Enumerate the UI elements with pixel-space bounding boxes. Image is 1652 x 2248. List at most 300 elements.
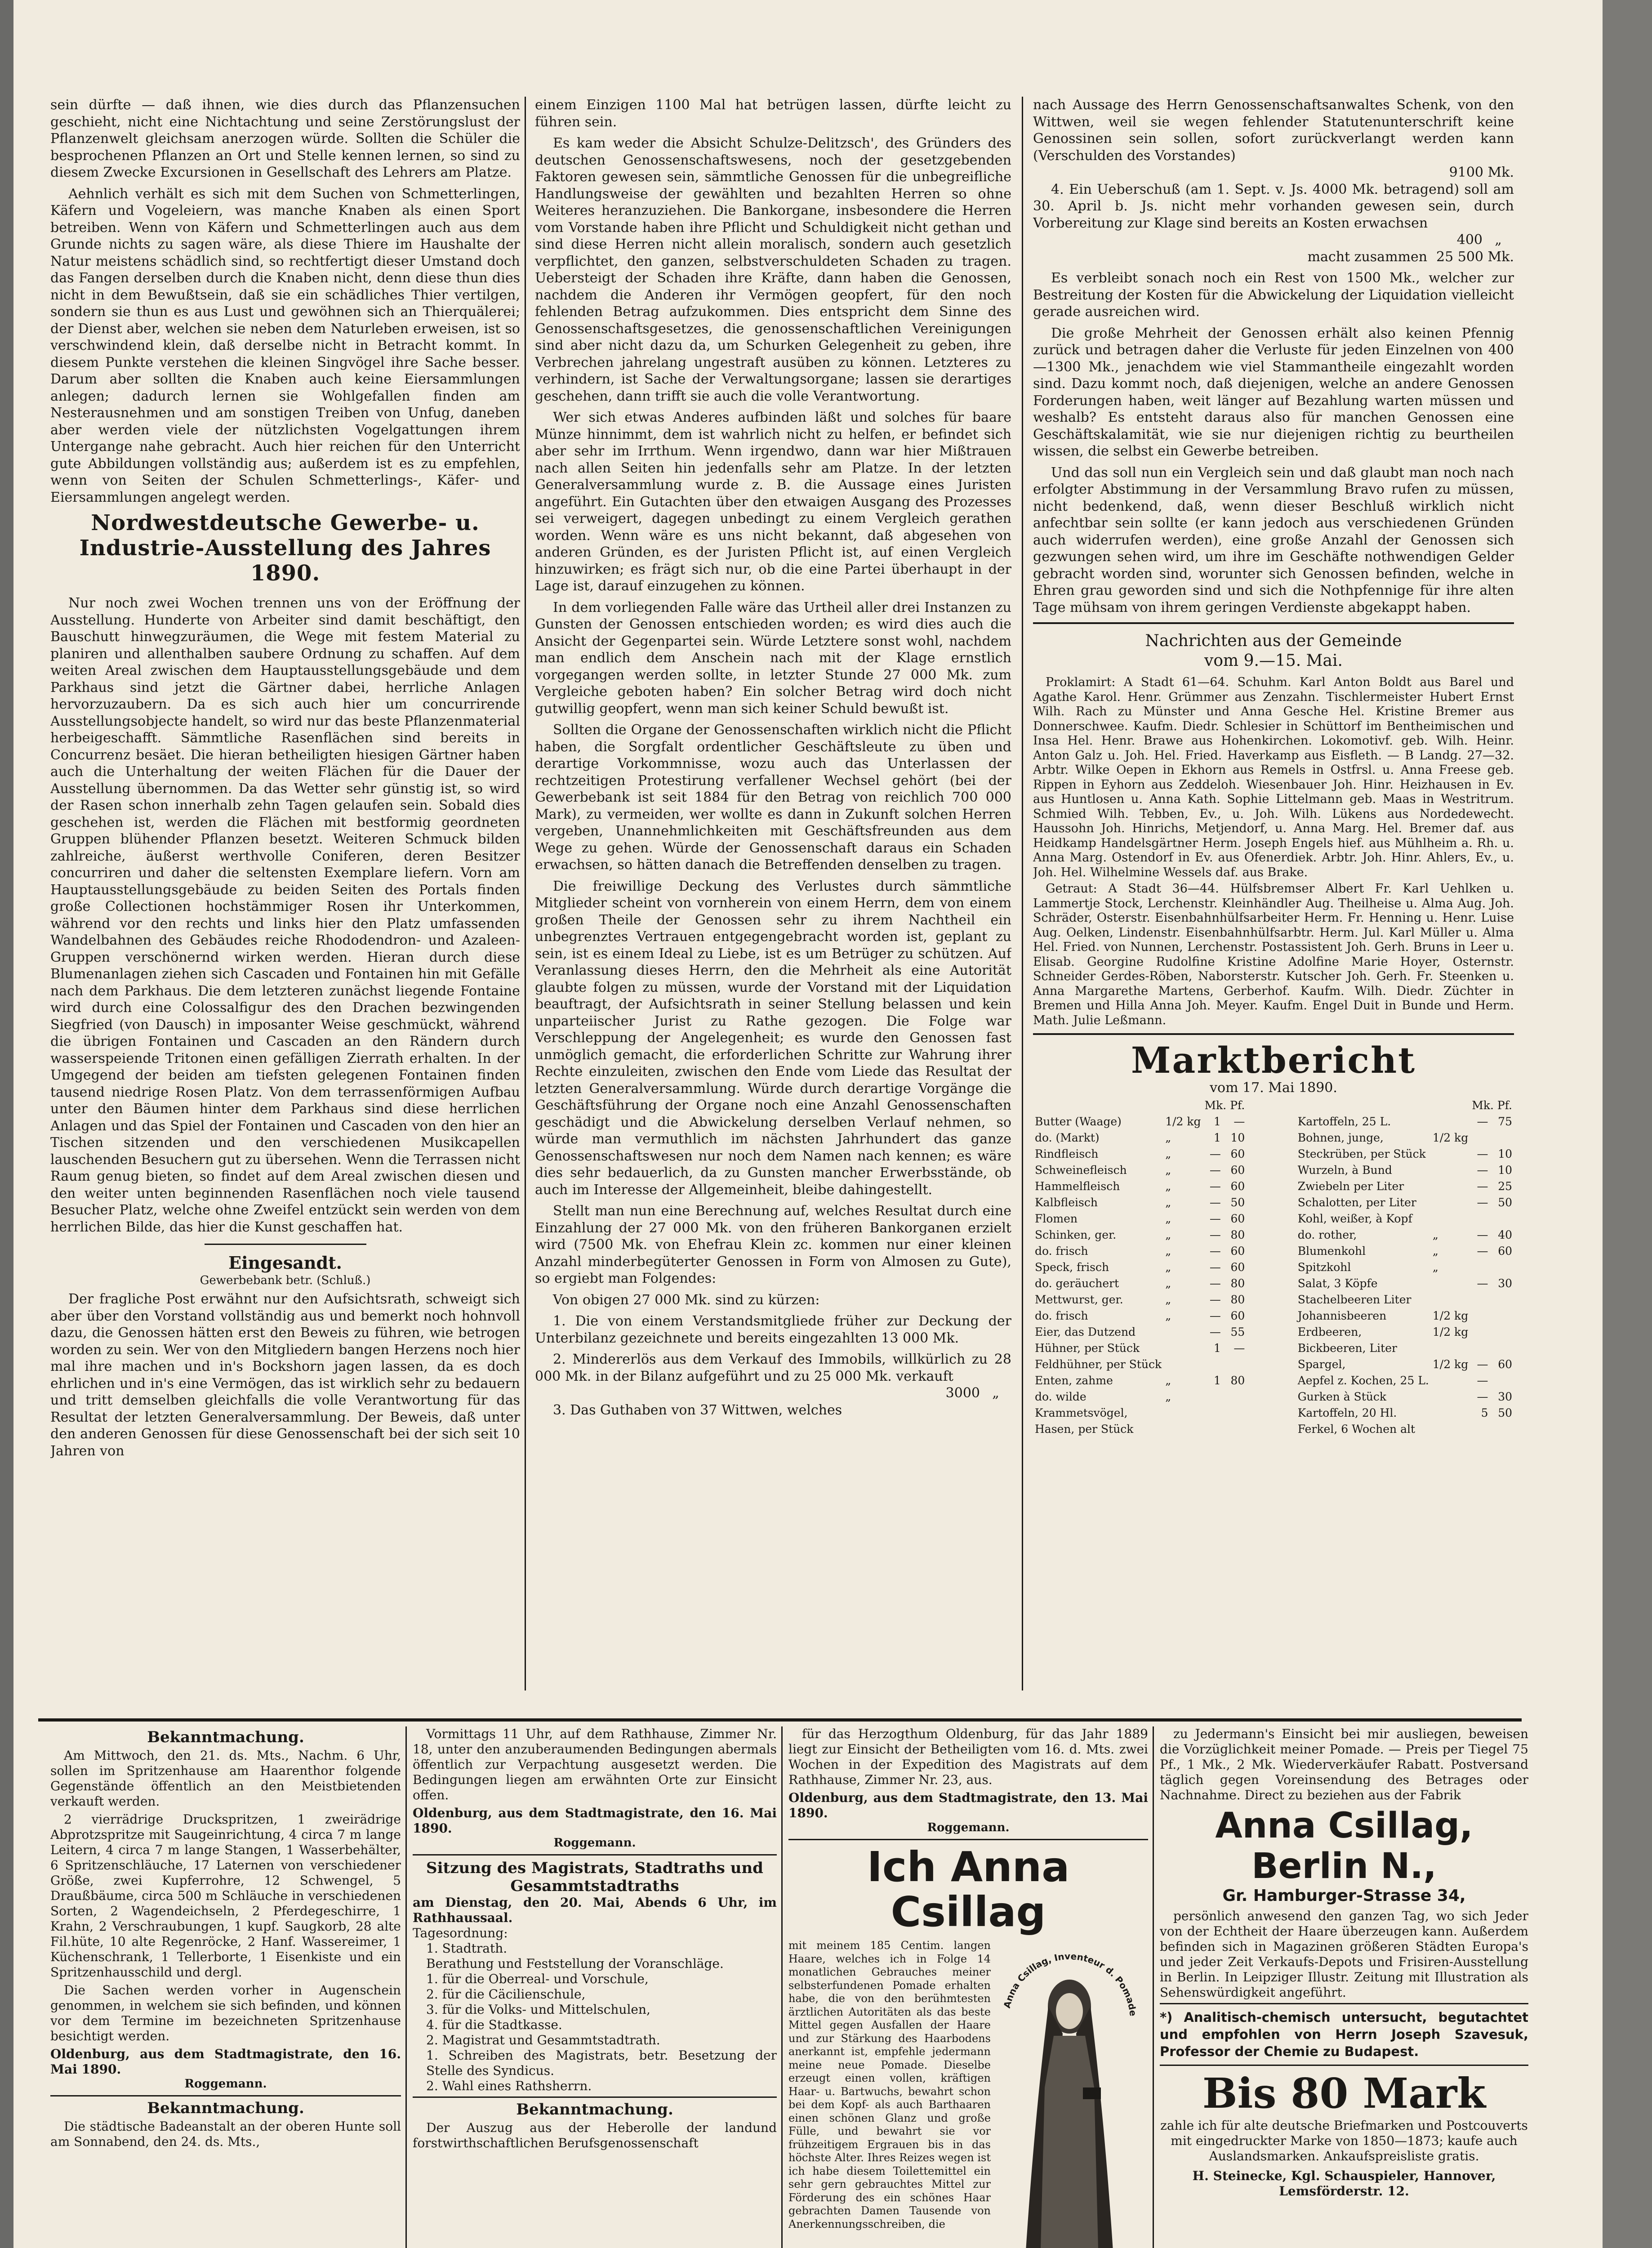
market-item: Kartoffeln, 20 Hl.	[1297, 1406, 1397, 1419]
market-row	[1033, 1130, 1247, 1146]
market-pfennig	[1490, 1259, 1514, 1276]
divider	[413, 1854, 777, 1855]
ad4-chemical-note: *) Analitisch-chemisch untersucht, begutachtet und empfohlen von Herrn Joseph Szavesuk, Professor der Chemie zu Budapest.	[1160, 2010, 1528, 2059]
ad2-title-2: Bekanntmachung.	[516, 2101, 673, 2119]
col3-paragraph-2: 4. Ein Ueberschuß (am 1. Sept. v. Js. 4000 Mk. betragend) soll am 30. April b. Js. nicht mehr vorhanden gewesen sein, durch Vorbereitung zur Klage sind bereits an Kosten erwachsen	[1033, 181, 1514, 231]
market-item: Blumenkohl	[1297, 1244, 1366, 1258]
market-unit: „	[1165, 1390, 1171, 1403]
market-item: Feldhühner, per Stück	[1035, 1358, 1162, 1371]
agenda-item: 1. für die Oberreal- und Vorschule,	[426, 1971, 649, 1986]
market-unit: „	[1165, 1212, 1171, 1225]
ad4-body-2	[1160, 1909, 1528, 2000]
market-pfennig: 50	[1498, 1196, 1512, 1209]
market-row	[1033, 1195, 1247, 1211]
agenda-item: 1. Stadtrath.	[426, 1941, 508, 1956]
ad1-body-2	[50, 2119, 401, 2150]
ad1-place: Oldenburg, aus dem Stadtmagistrate, den 16. Mai 1890.	[50, 2047, 401, 2077]
market-row	[1033, 1259, 1247, 1276]
market-pfennig	[1490, 1211, 1514, 1227]
briefmarken-text: zahle ich für alte deutsche Briefmarken und Postcouverts mit eingedruckter Marke von 1850—1873; kaufe auch Auslandsmarken. Ankaufspreisliste gratis.	[1160, 2118, 1528, 2163]
market-unit: 1/2 kg	[1165, 1115, 1201, 1128]
market-row	[1296, 1340, 1514, 1356]
market-pfennig	[1223, 1405, 1247, 1421]
market-row	[1033, 1178, 1247, 1195]
market-pfennig	[1490, 1373, 1514, 1389]
col3-paragraph-4: Die große Mehrheit der Genossen erhält also keinen Pfennig zurück und betragen daher die Verluste für jeden Einzelnen von 400—1300 Mk., jenachdem wie viel Stammantheile eingezahlt worden sind. Dazu kommt noch, daß diejenigen, welche an andere Genossen Forderungen haben, weit länger auf Bezahlung warten müssen und weshalb? Es entsteht daraus also für manchen Genossen eine Geschäftskalamität, wie sie nur diejenigen richtig zu beurtheilen wissen, die selbst ein Gewerbe betreiben.	[1033, 325, 1514, 459]
ad3-place: Oldenburg, aus dem Stadtmagistrate, den 13. Mai 1890.	[788, 1790, 1148, 1820]
market-mark: 5	[1481, 1406, 1488, 1419]
col2-item-2-amount-row	[535, 1385, 1011, 1402]
col2-paragraph-7: Stellt man nun eine Berechnung auf, welches Resultat durch eine Einzahlung der 27 000 Mk. von den früheren Bankorganen erzielt wird (7500 Mk. von Ehefrau Klein zc. kommen nur einer kleinen Anzahl minderbegüterter Genossen in Form von Almosen zu Gute), so ergiebt man Folgendes:	[535, 1203, 1011, 1286]
market-unit	[1431, 1211, 1470, 1227]
market-row	[1296, 1195, 1514, 1211]
col2-paragraph-5: Sollten die Organe der Genossenschaften wirklich nicht die Pflicht haben, die Sorgfalt ordentlicher Geschäftsleute zu üben und derartige Vorkommnisse, wozu auch das Unterlassen der rechtzeitigen Protestirung verfallener Wechsel gehört (bei der Gewerbebank ist seit 1884 für den Betrag von reichlich 700 000 Mark), zu vermeiden, wer wollte es dann in Zukunft solchen Herren vergeben, Unannehmlichkeiten mit Geschäftsfreunden aus dem Wege zu gehen. Würde der Genossenschaft daraus ein Schaden erwachsen, so hätten danach die Betreffenden denselben zu tragen.	[535, 722, 1011, 873]
market-item: Spargel,	[1297, 1358, 1346, 1371]
market-item: Enten, zahme	[1035, 1374, 1113, 1387]
csillag-advert	[788, 1935, 1148, 2248]
market-unit: „	[1165, 1180, 1171, 1193]
market-pfennig: 55	[1230, 1325, 1245, 1338]
market-pfennig: 10	[1498, 1147, 1512, 1160]
market-col-header: Mk. Pf.	[1472, 1099, 1512, 1112]
market-row	[1296, 1259, 1514, 1276]
column-2	[535, 97, 1011, 1690]
page-edge-shadow	[1603, 0, 1652, 2248]
csillag-portrait-illustration	[995, 1939, 1144, 2248]
market-mark: —	[1209, 1180, 1221, 1193]
divider	[205, 1244, 366, 1245]
ad3-text: für das Herzogthum Oldenburg, für das Jahr 1889 liegt zur Einsicht der Betheiligten vom 16. d. Mts. zwei Wochen in der Expedition des Magistrats auf dem Rathhause, Zimmer Nr. 23, aus.	[788, 1726, 1148, 1787]
csillag-firm: Anna Csillag, Berlin N.,	[1215, 1806, 1473, 1887]
market-unit	[1163, 1421, 1202, 1437]
market-mark: 1	[1213, 1115, 1221, 1128]
market-row	[1296, 1130, 1514, 1146]
col2-paragraph-4: In dem vorliegenden Falle wäre das Urtheil aller drei Instanzen zu Gunsten der Genossen entschieden worden; es wird dies auch die Ansicht der Gegenpartei sein. Würde Letztere sonst wohl, nachdem man endlich dem Anschein nach mit der Klage ernstlich vorgegangen werden sollte, in letzter Stunde 27 000 Mk. zum Vergleiche geboten haben? Ein solcher Betrag wird doch nicht gutwillig geopfert, wenn man sich keiner Schuld bewußt ist.	[535, 599, 1011, 717]
market-unit: „	[1165, 1164, 1171, 1177]
market-pfennig: 60	[1230, 1261, 1245, 1274]
market-item: do. (Markt)	[1035, 1131, 1100, 1144]
market-unit: „	[1165, 1244, 1171, 1258]
column-rule	[525, 97, 526, 1690]
market-row	[1033, 1340, 1247, 1356]
market-item: do. geräuchert	[1035, 1277, 1119, 1290]
market-mark: —	[1209, 1196, 1221, 1209]
ad4-top: zu Jedermann's Einsicht bei mir ausliegen, beweisen die Vorzüglichkeit meiner Pomade. — Preis per Tiegel 75 Pf., 1 Mk., 2 Mk. Wiederverkäufer Rabatt. Postversand täglich gegen Voreinsendung des Betrages oder Nachnahme. Direct zu beziehen aus der Fabrik	[1160, 1726, 1528, 1802]
market-mark: —	[1209, 1293, 1221, 1306]
nw-exhibition-heading: Nordwestdeutsche Gewerbe- u. Industrie-Ausstellung des Jahres 1890.	[79, 510, 491, 586]
ad1-body	[50, 1748, 401, 2044]
column-1	[50, 97, 520, 1614]
advert-column-1	[50, 1726, 401, 2248]
market-mark: —	[1209, 1325, 1221, 1338]
market-row	[1296, 1405, 1514, 1421]
col2-paragraph-1: einem Einzigen 1100 Mal hat betrügen lassen, dürfte leicht zu führen sein.	[535, 97, 1011, 130]
market-pfennig: 60	[1230, 1244, 1245, 1258]
col3-paragraph-3: Es verbleibt sonach noch ein Rest von 1500 Mk., welcher zur Bestreitung der Kosten für die Abwickelung der Liquidation vielleicht gerade ausreichen wird.	[1033, 270, 1514, 320]
market-mark: —	[1209, 1277, 1221, 1290]
market-unit	[1163, 1405, 1202, 1421]
col2-item-2: 2. Mindererlös aus dem Verkauf des Immobils, willkürlich zu 28 000 Mk. in der Bilanz aufgeführt und zu 25 000 Mk. verkauft	[535, 1351, 1011, 1384]
briefmarken-signature: H. Steinecke, Kgl. Schauspieler, Hannover, Lemsförderstr. 12.	[1192, 2168, 1496, 2199]
market-item: Mettwurst, ger.	[1035, 1293, 1123, 1306]
market-unit	[1431, 1178, 1470, 1195]
market-row	[1296, 1243, 1514, 1259]
market-mark	[1470, 1421, 1490, 1437]
market-unit	[1431, 1292, 1470, 1308]
market-pfennig: 60	[1230, 1147, 1245, 1160]
column-rule	[781, 1726, 783, 2248]
column-rule	[1153, 1726, 1154, 2248]
market-item: Krammetsvögel,	[1035, 1406, 1128, 1419]
eingesandt-heading: Eingesandt.	[228, 1253, 342, 1273]
market-item: Bickbeeren, Liter	[1297, 1342, 1397, 1355]
market-mark	[1470, 1324, 1490, 1340]
market-pfennig	[1223, 1421, 1247, 1437]
market-item: Butter (Waage)	[1035, 1115, 1122, 1128]
market-mark	[1203, 1356, 1223, 1373]
market-row	[1033, 1276, 1247, 1292]
market-item: do. rother,	[1297, 1228, 1357, 1241]
market-row	[1033, 1405, 1247, 1421]
market-row	[1033, 1227, 1247, 1243]
market-unit	[1163, 1324, 1202, 1340]
csillag-body: mit meinem 185 Centim. langen Haare, welches ich in Folge 14 monatlichen Gebrauches meiner selbsterfundenen Pomade erhalten habe, die von den berühmtesten ärztlichen Autoritäten als das beste Mittel gegen Ausfallen der Haare und zur Stärkung des Haarbodens anerkannt ist, empfehle jedermann meine neue Pomade. Dieselbe erzeugt einen vollen, kräftigen Haar- u. Bartwuchs, bewahrt schon bei dem Kopf- als auch Barthaaren einen schönen Glanz und große Fülle, und bewahrt sie vor frühzeitigem Ergrauen bis in das höchste Alter. Ihres Reizes wegen ist ich habe diesem Toilettemittel ein sehr gern gebrauchtes Mittel zur Förderung des ein schönes Haar gebrachten Damen Tausende von Anerkennungsschreiben, die	[788, 1939, 991, 2230]
ad2-place: Oldenburg, aus dem Stadtmagistrate, den 16. Mai 1890.	[413, 1806, 777, 1836]
market-pfennig: 30	[1498, 1277, 1512, 1290]
market-mark	[1203, 1421, 1223, 1437]
eingesandt-subheading: Gewerbebank betr. (Schluß.)	[200, 1274, 371, 1287]
market-unit: „	[1432, 1228, 1438, 1241]
market-item: Kartoffeln, 25 L.	[1297, 1115, 1391, 1128]
col2-item-2-amount: 3000	[945, 1385, 980, 1401]
market-mark: —	[1477, 1180, 1488, 1193]
gemeinde-date: vom 9.—15. Mai.	[1204, 651, 1343, 670]
market-item: Flomen	[1035, 1212, 1078, 1225]
market-row	[1296, 1421, 1514, 1437]
col2-paragraph-3: Wer sich etwas Anderes aufbinden läßt und solches für baare Münze hinnimmt, dem ist wahrlich nicht zu helfen, er befindet sich aber sehr im Irrthum. Wenn irgendwo, dann war hier Mißtrauen nach allen Seiten hin jedenfalls sehr am Platze. In der letzten Generalversammlung wurde z. B. die Aussage eines Juristen angeführt. Ein Gutachten über den etwaigen Ausgang des Prozesses sei verweigert, dagegen unbedingt zu einem Vergleich gerathen worden. Wenn wäre es uns nicht bekannt, daß abgesehen von anderen Gründen, es der Juristen Pflicht ist, auf einen Vergleich hinzuwirken; es frägt sich nur, ob die eine Partei überhaupt in der Lage ist, darauf einzugehen zu können.	[535, 410, 1011, 594]
market-unit: „	[1432, 1244, 1438, 1258]
ad1-title-2: Bekanntmachung.	[147, 2099, 304, 2117]
market-item: Bohnen, junge,	[1297, 1131, 1384, 1144]
ad1-signature: Roggemann.	[184, 2077, 267, 2091]
market-unit: „	[1432, 1261, 1438, 1274]
col2-paragraph-8: Von obigen 27 000 Mk. sind zu kürzen:	[553, 1292, 820, 1308]
market-row	[1296, 1276, 1514, 1292]
market-mark: 1	[1213, 1342, 1221, 1355]
market-row	[1033, 1324, 1247, 1340]
market-mark: —	[1209, 1228, 1221, 1241]
market-mark	[1470, 1130, 1490, 1146]
csillag-headline: Ich Anna Csillag	[867, 1843, 1070, 1936]
col3-amount-2: 400	[1456, 232, 1483, 248]
ad4-text: persönlich anwesend den ganzen Tag, wo sich Jeder von der Echtheit der Haare überzeugen kann. Außerdem befinden sich in Magazinen größeren Städten Europa's und jeder Zeit Verkaufs-Depots und Frisiren-Ausstellung in Berlin. In Leipziger Illustr. Zeitung mit Illustration als Sehenswürdigkeit angeführt.	[1160, 1909, 1528, 2000]
sitzung-title: Sitzung des Magistrats, Stadtraths und Gesammtstadtraths	[426, 1859, 763, 1895]
divider	[788, 1839, 1148, 1840]
market-unit: „	[1165, 1277, 1171, 1290]
market-row	[1033, 1389, 1247, 1405]
gemeinde-proklamirt: Proklamirt: A Stadt 61—64. Schuhm. Karl Anton Boldt aus Barel und Agathe Karol. Henr. Grümmer aus Zenzahn. Tischlermeister Hubert Ernst Wilh. Rach zu Münster und Anna Gesche Hel. Kristine Bremer aus Donnerschwee. Kaufm. Diedr. Schlesier in Schüttorf im Bentheimischen und Insa Hel. Henr. Brawe aus Hohenkirchen. Lokomotivf. geb. Wilh. Heinr. Anton Galz u. Joh. Hel. Fried. Haverkamp aus Eisfleth. — B Landg. 27—32. Arbtr. Wilke Oepen in Ekhorn aus Remels in Ostfrsl. u. Anna Freese geb. Rippen in Eyhorn aus Zeddeloh. Wiesenbauer Joh. Hinr. Heizhausen in Ev. aus Huntlosen u. Anna Kath. Sophie Littelmann geb. Maas in Westritrum. Schmied Wilh. Tebben, Ev., u. Joh. Wilh. Lükens aus Nordedewecht. Haussohn Joh. Hinrichs, Metjendorf, u. Anna Marg. Hel. Bremer daf. aus Heidkamp Handelsgärtner Herm. Joseph Engels hief. aus Mühlheim a. Rh. u. Anna Marg. Ostendorf in Ev. aus Ofenerdiek. Arbtr. Joh. Hinr. Ahlers, Ev., u. Joh. Hel. Wilhelmine Wessels daf. aus Brake.	[1033, 675, 1514, 879]
market-pfennig	[1490, 1324, 1514, 1340]
market-pfennig: 75	[1498, 1115, 1512, 1128]
market-pfennig: 30	[1498, 1390, 1512, 1403]
market-mark: 1	[1213, 1374, 1221, 1387]
market-pfennig: 50	[1498, 1406, 1512, 1419]
market-mark	[1203, 1405, 1223, 1421]
market-item: Rindfleisch	[1035, 1147, 1099, 1160]
market-item: Wurzeln, à Bund	[1297, 1164, 1392, 1177]
market-unit: 1/2 kg	[1432, 1131, 1469, 1144]
market-mark: —	[1477, 1358, 1488, 1371]
market-pfennig: 10	[1498, 1164, 1512, 1177]
col1-paragraph-3: Nur noch zwei Wochen trennen uns von der Eröffnung der Ausstellung. Hunderte von Arbeiter sind damit beschäftigt, den Bauschutt hinwegzuräumen, die Wege mit festem Material zu planiren und allenthalben saubere Ordnung zu schaffen. Auf dem weiten Areal zwischen dem Hauptausstellungsgebäude und dem Parkhaus sind jetzt die Gärtner dabei, herrliche Anlagen hervorzuzaubern. Da es sich auch hier um concurrirende Ausstellungsobjecte handelt, so wird nur das beste Pflanzenmaterial herbeigeschafft. Sämmtliche Rasenflächen sind bereits in Concurrenz besäet. Die hieran betheiligten hiesigen Gärtner haben auch die Unterhaltung der weiten Flächen für die Dauer der Ausstellung übernommen. Da das Wetter sehr günstig ist, so wird der Rasen schon innerhalb zehn Tagen gelaufen sein. Sobald dies geschehen ist, werden die Flächen mit bestformig geordneten Gruppen blühender Pflanzen besetzt. Weiteren Schmuck bilden zahlreiche, äußerst werthvolle Coniferen, deren Besitzer concurriren und daher die seltensten Exemplare liefern. Vorn am Hauptausstellungsgebäude zu beiden Seiten des Portals finden große Collectionen hochstämmiger Rosen ihr Unterkommen, während vor den rechts und links hier den Platz umfassenden Wandelbahnen des Gebäudes reiche Rhododendron- und Azaleen-Gruppen verschönernd wirken werden. Hieran durch diese Blumenanlagen ziehen sich Cascaden und Fontainen hin mit Gefälle nach dem Parkhaus. Die dem letzteren zunächst liegende Fontaine wird durch eine Colossalfigur des den Drachen bezwingenden Siegfried (von Dausch) in imposanter Weise geschmückt, während die übrigen Fontainen und Cascaden an den Rändern durch wasserspeiende Tritonen einen gefälligen Zierrath erhalten. In der Umgegend der beiden am tiefsten gelegenen Fontainen finden tausend niedrige Rosen Platz. Von dem terrassenförmigen Aufbau unter den Bäumen hinter dem Parkhaus sind diese herrlichen Anlagen und das Spiel der Fontainen und Cascaden von den hier an Tischen sitzenden und den verschiedenen Musikcapellen lauschenden Besuchern gut zu übersehen. Wenn die Terrassen nicht Raum genug bieten, so findet auf dem Areal zwischen diesen und den weiter unten beginnenden Rasenflächen noch viele tausend Besucher Platz, welche ohne Zweifel entzückt sein werden von dem herrlichen Bilde, das hier die Kunst geschaffen hat.	[50, 595, 520, 1235]
market-pfennig: 80	[1230, 1374, 1245, 1387]
divider	[1033, 1033, 1514, 1035]
market-unit	[1431, 1373, 1470, 1389]
divider	[1160, 2003, 1528, 2004]
market-item: Hammelfleisch	[1035, 1180, 1120, 1193]
agenda-item: 4. für die Stadtkasse.	[426, 2017, 562, 2032]
market-mark: —	[1477, 1374, 1488, 1387]
market-mark: —	[1209, 1309, 1221, 1322]
market-pfennig: —	[1233, 1342, 1245, 1355]
market-mark: —	[1209, 1244, 1221, 1258]
market-pfennig: 40	[1498, 1228, 1512, 1241]
market-unit	[1431, 1421, 1470, 1437]
market-item: do. frisch	[1035, 1244, 1088, 1258]
market-pfennig: 10	[1230, 1131, 1245, 1144]
market-item: Aepfel z. Kochen, 25 L.	[1297, 1374, 1429, 1387]
market-mark: —	[1477, 1115, 1488, 1128]
market-mark: —	[1477, 1164, 1488, 1177]
market-row	[1033, 1292, 1247, 1308]
market-unit: 1/2 kg	[1432, 1309, 1469, 1322]
marktbericht-date: vom 17. Mai 1890.	[1210, 1080, 1337, 1096]
market-unit	[1163, 1340, 1202, 1356]
market-item: Kalbfleisch	[1035, 1196, 1098, 1209]
market-unit	[1431, 1276, 1470, 1292]
market-unit: „	[1165, 1374, 1171, 1387]
market-mark	[1470, 1259, 1490, 1276]
market-pfennig: 80	[1230, 1293, 1245, 1306]
market-pfennig: 25	[1498, 1180, 1512, 1193]
col1-paragraph-1: sein dürfte — daß ihnen, wie dies durch das Pflanzensuchen geschieht, nicht eine Nichtachtung und seine Zerstörungslust der Pflanzenwelt gleichsam anerzogen würde. Sollten die Schüler die besprochenen Pflanzen an Ort und Stelle kennen lernen, so sind zu diesem Zwecke Excursionen in Gesellschaft des Lehrers am Platze.	[50, 97, 520, 180]
market-row	[1296, 1356, 1514, 1373]
market-unit	[1431, 1195, 1470, 1211]
market-unit: „	[1165, 1196, 1171, 1209]
market-unit	[1431, 1389, 1470, 1405]
market-row	[1033, 1146, 1247, 1162]
market-mark	[1470, 1340, 1490, 1356]
market-mark: —	[1209, 1261, 1221, 1274]
market-mark: —	[1477, 1147, 1488, 1160]
divider	[50, 2095, 401, 2096]
market-pfennig: 60	[1230, 1180, 1245, 1193]
market-mark: —	[1209, 1212, 1221, 1225]
market-pfennig: 60	[1230, 1164, 1245, 1177]
agenda-item: 1. Schreiben des Magistrats, betr. Besetzung der Stelle des Syndicus.	[426, 2048, 777, 2078]
market-unit: „	[1165, 1309, 1171, 1322]
portrait-arc-text: Anna Csillag, Inventeur d. Pomade	[1001, 1950, 1139, 2017]
market-row	[1033, 1211, 1247, 1227]
market-row	[1296, 1146, 1514, 1162]
market-row	[1296, 1373, 1514, 1389]
col3-amount-2-unit: „	[1495, 232, 1502, 248]
agenda-item: 2. Magistrat und Gesammtstadtrath.	[426, 2033, 660, 2047]
market-mark: —	[1477, 1244, 1488, 1258]
market-item: Erdbeeren,	[1297, 1325, 1362, 1338]
market-item: Hühner, per Stück	[1035, 1342, 1140, 1355]
market-item: Gurken à Stück	[1297, 1390, 1386, 1403]
market-row	[1296, 1227, 1514, 1243]
market-unit	[1163, 1356, 1202, 1373]
ad1-text: Am Mittwoch, den 21. ds. Mts., Nachm. 6 Uhr, sollen im Spritzenhause am Haarenthor folgende Gegenstände öffentlich an den Meistbietenden verkauft werden.	[50, 1748, 401, 1809]
market-pfennig: 50	[1230, 1196, 1245, 1209]
market-row	[1296, 1389, 1514, 1405]
market-pfennig: 60	[1230, 1309, 1245, 1322]
market-item: Kohl, weißer, à Kopf	[1297, 1212, 1412, 1225]
market-item: Eier, das Dutzend	[1035, 1325, 1136, 1338]
market-row	[1296, 1114, 1514, 1130]
market-mark: —	[1477, 1277, 1488, 1290]
market-pfennig	[1490, 1292, 1514, 1308]
market-mark	[1203, 1389, 1223, 1405]
marktbericht-heading: Marktbericht	[1131, 1039, 1416, 1081]
col2-item-1: 1. Die von einem Verstandsmitgliede früher zur Deckung der Unterbilanz gezeichnete und bereits eingezahlten 13 000 Mk.	[535, 1313, 1011, 1346]
ad2-body	[413, 1726, 777, 1803]
market-mark: —	[1209, 1164, 1221, 1177]
market-mark	[1470, 1211, 1490, 1227]
newspaper-page	[13, 0, 1603, 2248]
col3-amount-1: 9100 Mk.	[1449, 165, 1514, 180]
market-pfennig: 80	[1230, 1277, 1245, 1290]
market-pfennig: —	[1233, 1115, 1245, 1128]
ad1-text-2: Die städtische Badeanstalt an der oberen Hunte soll am Sonnabend, den 24. ds. Mts.,	[50, 2119, 401, 2149]
ad1-list: 2 vierrädrige Druckspritzen, 1 zweirädrige Abprotzspritze mit Saugeinrichtung, 4 circa 7 m lange Leitern, 4 circa 7 m lange Stangen, 1 Wasserbehälter, 6 Spritzenschläuche, 17 Laternen von verschiedener Größe, zwei Kupferrohre, 12 Schwengel, 5 Draußbäume, circa 500 m Schläuche in verschiedenen Sorten, 2 Wagendeichseln, 2 Pferdegeschirre, 1 Krahn, 2 Verschraubungen, 1 kupf. Saugkorb, 28 alte Fil.hüte, 10 alte Regenröcke, 2 Hanf. Wassereimer, 1 Küchenschrank, 1 Tellerborte, 1 Eisenkiste und ein Spritzenhausschild und dergl.	[50, 1812, 401, 1980]
market-pfennig	[1490, 1340, 1514, 1356]
gemeinde-getraut: Getraut: A Stadt 36—44. Hülfsbremser Albert Fr. Karl Uehlken u. Lammertje Stock, Lerchenstr. Kleinhändler Aug. Theilheise u. Alma Aug. Joh. Schräder, Osterstr. Eisenbahnhülfsarbeiter Herm. Fr. Henning u. Henr. Luise Aug. Oelken, Lindenstr. Eisenbahnhülfsarbtr. Herm. Jul. Karl Müller u. Alma Hel. Fried. von Nunnen, Lerchenstr. Postassistent Joh. Gerh. Bruns in Leer u. Elisab. Georgine Rudolfine Kristine Adolfine Marie Hoyer, Osternstr. Schneider Gerdes-Röben, Naborsterstr. Kutscher Joh. Gerh. Fr. Steenken u. Anna Margarethe Martens, Gerberhof. Kaufm. Wilh. Diedr. Züchter in Bremen und Hilla Anna Joh. Meyer. Kaufm. Engel Duit in Bunde und Herm. Math. Julie Leßmann.	[1033, 882, 1514, 1027]
market-mark: —	[1477, 1196, 1488, 1209]
advert-column-2	[413, 1726, 777, 2248]
market-mark	[1470, 1292, 1490, 1308]
market-row	[1033, 1373, 1247, 1389]
market-unit	[1431, 1146, 1470, 1162]
market-row	[1296, 1162, 1514, 1178]
ad2-body-2	[413, 2120, 777, 2151]
col2-item-3: 3. Das Guthaben von 37 Wittwen, welches	[553, 1402, 842, 1418]
agenda-item: 2. Wahl eines Rathsherrn.	[426, 2079, 592, 2093]
market-unit	[1431, 1162, 1470, 1178]
col3-total-row	[1033, 249, 1514, 266]
col3-amount-row-1	[1033, 164, 1514, 181]
ad2-text-2: Der Auszug aus der Heberolle der landund forstwirthschaftlichen Berufsgenossenschaft	[413, 2120, 777, 2150]
market-tables	[1033, 1097, 1514, 1437]
ad2-text: Vormittags 11 Uhr, auf dem Rathhause, Zimmer Nr. 18, unter den anzuberaumenden Bedingungen abermals öffentlich zur Verpachtung ausgesetzt werden. Die Bedingungen liegen am erwähnten Orte zur Einsicht offen.	[413, 1726, 777, 1802]
market-row	[1296, 1308, 1514, 1324]
market-item: do. wilde	[1035, 1390, 1086, 1403]
sitzung-date: am Dienstag, den 20. Mai, Abends 6 Uhr, im Rathhaussaal.	[413, 1895, 777, 1925]
market-item: Schinken, ger.	[1035, 1228, 1117, 1241]
market-row	[1296, 1211, 1514, 1227]
market-item: Zwiebeln per Liter	[1297, 1180, 1404, 1193]
col3-total-label: macht zusammen	[1307, 249, 1428, 265]
market-row	[1033, 1356, 1247, 1373]
market-item: Hasen, per Stück	[1035, 1423, 1134, 1436]
market-mark: —	[1477, 1390, 1488, 1403]
column-rule	[405, 1726, 407, 2248]
market-table-left	[1033, 1097, 1247, 1437]
col2-paragraph-2: Es kam weder die Absicht Schulze-Delitzsch', des Gründers des deutschen Genossenschaftswesens, noch der gesetzgebenden Faktoren gewesen sein, sämmtliche Genossen für die unbegreifliche Handlungsweise der gewählten und bezahlten Herren so ohne Weiteres heranzuziehen. Die Bankorgane, insbesondere die Herren vom Vorstande haben ihre Pflicht und Schuldigkeit nicht gethan und sind diese Herren nicht allein moralisch, sondern auch gesetzlich verpflichtet, den ganzen, selbstverschuldeten Schaden zu tragen. Uebersteigt der Schaden ihre Kräfte, dann haben die Genossen, nachdem die Anderen ihr Vermögen geopfert, für den noch fehlenden Betrag aufzukommen. Dies entspricht dem Sinne des Genossenschaftsgesetzes, die genossenschaftlichen Vereinigungen sind aber nicht dazu da, um Schurken Gelegenheit zu geben, ihre Verbrechen jahrelang ungestraft ausüben zu können. Letzteres zu verhindern, ist Sache der Verwaltungsorgane; lassen sie derartiges geschehen, dann trifft sie auch die volle Verantwortung.	[535, 135, 1011, 404]
col3-total-amount: 25 500 Mk.	[1436, 249, 1514, 265]
agenda-item: 2. für die Cäcilienschule,	[426, 1987, 586, 2002]
market-row	[1033, 1243, 1247, 1259]
advert-separator	[38, 1718, 1522, 1722]
ad4-body	[1160, 1726, 1528, 1803]
market-item: Stachelbeeren Liter	[1297, 1293, 1412, 1306]
market-pfennig: 60	[1230, 1212, 1245, 1225]
market-pfennig	[1490, 1308, 1514, 1324]
market-pfennig: 80	[1230, 1228, 1245, 1241]
briefmarken-headline: Bis 80 Mark	[1202, 2069, 1486, 2118]
market-pfennig	[1223, 1356, 1247, 1373]
market-item: Johannisbeeren	[1297, 1309, 1387, 1322]
market-row	[1296, 1292, 1514, 1308]
portrait-pomade-jar	[1083, 2087, 1101, 2099]
column-rule	[1022, 97, 1023, 1690]
gemeinde-heading: Nachrichten aus der Gemeinde	[1145, 632, 1402, 650]
market-table-right	[1296, 1097, 1514, 1437]
gemeinde-news	[1033, 675, 1514, 1028]
market-row	[1033, 1162, 1247, 1178]
market-unit: „	[1165, 1147, 1171, 1160]
divider	[1160, 2065, 1528, 2066]
divider	[413, 2096, 777, 2098]
market-item: Ferkel, 6 Wochen alt	[1297, 1423, 1416, 1436]
col2-item-2-unit: „	[992, 1385, 999, 1401]
col1-paragraph-4: Der fragliche Post erwähnt nur den Aufsichtsrath, schweigt sich aber über den Vorstand vollständig aus und bemerkt noch hohnvoll dazu, die Genossen hätten erst den Beweis zu führen, wie betrogen worden zu sein. Wer von den Mitgliedern bangen Herzens noch hier mal ihre machen und in's Bockshorn jagen lassen, da es doch ehrlichen und in's eine Vermögen, das ist wirklich sehr zu bedauern und tritt demselben gleichfalls die volle Verantwortung für das Resultat der letzten Generalversammlung. Der Beweis, daß unter den anderen Genossen für diese Genossenschaft bei der sich seit 10 Jahren von	[50, 1291, 520, 1459]
market-unit	[1431, 1405, 1470, 1421]
divider	[1033, 622, 1514, 624]
market-unit	[1431, 1340, 1470, 1356]
market-mark: —	[1477, 1228, 1488, 1241]
col3-amount-row-2	[1033, 232, 1514, 249]
market-unit	[1431, 1114, 1470, 1130]
market-item: Spitzkohl	[1297, 1261, 1351, 1274]
market-row	[1296, 1324, 1514, 1340]
col3-paragraph-5: Und das soll nun ein Vergleich sein und daß glaubt man noch nach erfolgter Abstimmung in der Versammlung Bravo rufen zu müssen, nicht bedenkend, daß, wenn dieser Beschluß wirklich nicht anfechtbar sein sollte (er kann jedoch aus verschiedenen Gründen auch widerrufen werden), eine große Anzahl der Genossen sich gezwungen sehen wird, um ihre im Geschäfte nothwendigen Gelder gebracht worden sind, worunter sich Genossen befinden, welche in Ehren grau geworden sind und sich die Nothpfennige für ihre alten Tage mühsam von ihrem geringen Verdienste abgekappt haben.	[1033, 464, 1514, 616]
market-mark: —	[1209, 1147, 1221, 1160]
col1-paragraph-2: Aehnlich verhält es sich mit dem Suchen von Schmetterlingen, Käfern und Vogeleiern, was manche Knaben als einen Sport betreiben. Wenn von Käfern und Schmetterlingen auch aus dem Grunde nichts zu sagen wäre, als diese Thiere im Haushalte der Natur meistens schädlich sind, so rechtfertigt dieser Umstand doch das Fangen derselben durch die Knaben nicht, denn diese thun dies nicht in dem Bewußtsein, daß sie ein schädliches Thier vertilgen, sondern sie thun es aus Lust und gewöhnen sich an Thierquälerei; der Dienst aber, welchen sie neben dem Naturleben erweisen, ist so verschwindend klein, daß derselbe nicht in Betracht kommt. In diesem Punkte verstehen die kleinen Singvögel ihre Sache besser. Darum aber sollten die Knaben auch keine Eiersammlungen anlegen; dadurch lernen sie Wohlgefallen finden am Nesterausnehmen und am sonstigen Treiben von Unfug, daneben aber werden viele der nützlichsten Vogelgattungen ihrem Untergange nahe gebracht. Auch hier reichen für den Unterricht gute Abbildungen vollständig aus; außerdem ist es zu empfehlen, wenn von Seiten der Schulen Schmetterlings-, Käfer- und Eiersammlungen angelegt werden.	[50, 186, 520, 505]
market-unit: 1/2 kg	[1432, 1358, 1469, 1371]
market-unit: „	[1165, 1261, 1171, 1274]
advert-column-3	[788, 1726, 1148, 2248]
market-row	[1033, 1114, 1247, 1130]
market-item: Speck, frisch	[1035, 1261, 1109, 1274]
sitzung-agenda-label: Tagesordnung:	[413, 1926, 508, 1940]
market-item: Schalotten, per Liter	[1297, 1196, 1416, 1209]
advert-column-4	[1160, 1726, 1528, 2248]
market-col-header: Mk. Pf.	[1204, 1099, 1245, 1112]
ad3-signature: Roggemann.	[927, 1821, 1010, 1834]
ad2-signature: Roggemann.	[553, 1836, 636, 1850]
market-unit: „	[1165, 1293, 1171, 1306]
column-3	[1033, 97, 1514, 1690]
market-pfennig	[1490, 1130, 1514, 1146]
sitzung-agenda	[413, 1941, 777, 2094]
portrait-face	[1056, 1993, 1083, 2029]
col2-paragraph-6: Die freiwillige Deckung des Verlustes durch sämmtliche Mitglieder scheint von vornherein von einem Herrn, dem von einem großen Theile der Genossen sehr zu ihrem Nachtheil ein unbegrenztes Vertrauen entgegengebracht worden ist, geplant zu sein, ist es einem Ideal zu Liebe, ist es um Betrüger zu schützen. Auf Veranlassung dieses Herrn, den die Mehrheit als eine Autorität glaubte folgen zu müssen, wurde der Vorstand mit der Liquidation beauftragt, der Aufsichtsrath in seiner Stellung belassen und kein unparteiischer Jurist zu Rathe gezogen. Die Folge war Verschleppung der Angelegenheit; es wurde den Genossen fast unmöglich gemacht, die erforderlichen Schritte zur Wahrung ihrer Rechte einzuleiten, zwischen den Ende vom Liede das Resultat der letzten Generalversammlung. Würde durch derartige Vorgänge die Geschäftsführung der Organe noch eine Anzahl Genossenschaften geschädigt und die Abwickelung derselben Verlauf nehmen, so würde man vermuthlich im nächsten Jahrhundert das ganze Genossenschaftswesen nur noch dem Namen nach kennen; es wäre dies sehr bedauerlich, da zu Gunsten mancher Erwerbsstände, ob auch im Interesse der Allgemeinheit, bleibe dahingestellt.	[535, 878, 1011, 1198]
market-mark	[1470, 1308, 1490, 1324]
market-pfennig	[1223, 1389, 1247, 1405]
